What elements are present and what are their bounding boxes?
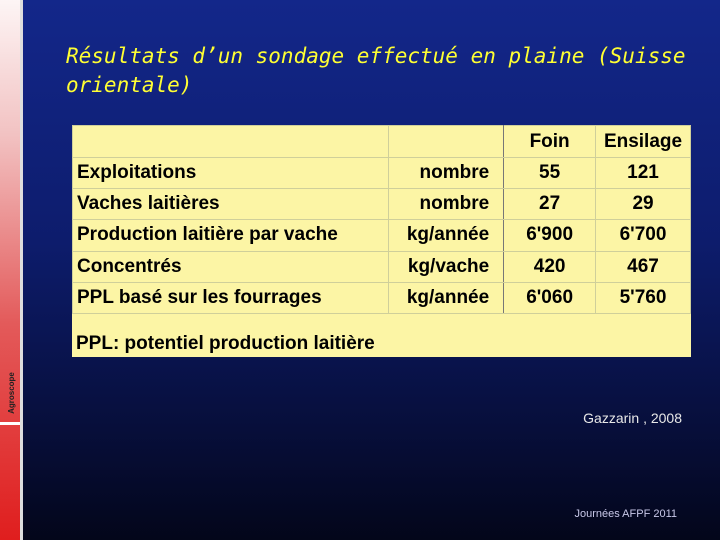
row-label: Exploitations — [73, 158, 389, 189]
row-unit: nombre — [389, 158, 504, 189]
slide-title: Résultats d’un sondage effectué en plaine (Suisse orientale) — [66, 44, 686, 97]
row-ensilage: 467 — [596, 251, 691, 282]
row-label: Vaches laitières — [73, 189, 389, 220]
header-cell — [389, 126, 504, 158]
row-ensilage: 121 — [596, 158, 691, 189]
footer-text: Journées AFPF 2011 — [574, 508, 677, 520]
table-header-row — [73, 126, 691, 158]
row-ensilage: 6'700 — [596, 220, 691, 251]
brand-logo: Agroscope — [7, 372, 16, 414]
row-foin: 420 — [504, 251, 596, 282]
row-label: Production laitière par vache — [73, 220, 389, 251]
table-row — [73, 158, 691, 189]
table-row — [73, 189, 691, 220]
row-foin: 6'900 — [504, 220, 596, 251]
row-ensilage: 29 — [596, 189, 691, 220]
row-unit: kg/année — [389, 220, 504, 251]
table-row — [73, 282, 691, 313]
row-foin: 55 — [504, 158, 596, 189]
table-note: PPL: potentiel production laitière — [76, 333, 375, 354]
survey-table — [72, 125, 691, 357]
table-row — [73, 220, 691, 251]
row-unit: kg/vache — [389, 251, 504, 282]
row-unit: kg/année — [389, 282, 504, 313]
source-citation: Gazzarin , 2008 — [583, 410, 682, 426]
sidebar-stripe — [0, 0, 20, 540]
header-cell-foin: Foin — [504, 126, 596, 158]
row-foin: 27 — [504, 189, 596, 220]
row-label: PPL basé sur les fourrages — [73, 282, 389, 313]
brand-divider — [0, 422, 20, 425]
table-row — [73, 251, 691, 282]
row-label: Concentrés — [73, 251, 389, 282]
row-foin: 6'060 — [504, 282, 596, 313]
row-ensilage: 5'760 — [596, 282, 691, 313]
header-cell-ensilage: Ensilage — [596, 126, 691, 158]
header-cell — [73, 126, 389, 158]
row-unit: nombre — [389, 189, 504, 220]
